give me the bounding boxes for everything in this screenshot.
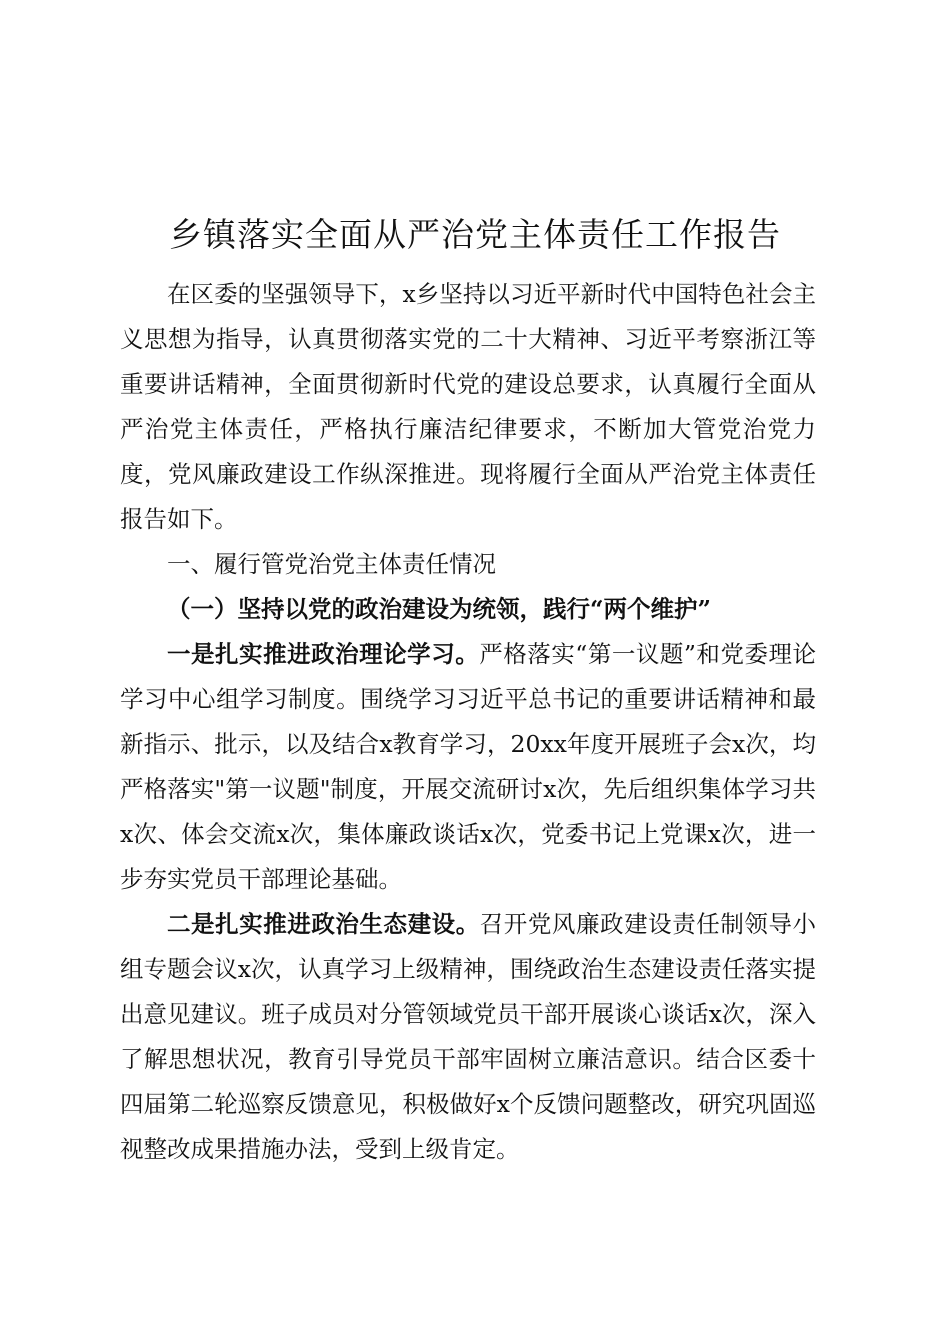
paragraph-body: 严格落实“第一议题”和党委理论学习中心组学习制度。围绕学习习近平总书记的重要讲话精神和最新指示、批示，以及结合x教育学习，20xx年度开展班子会x次，均严格落实"第一议题"制度，开展交流研讨x次，先后组织集体学习共x次、体会交流x次，集体廉政谈话x次，党委书记上党课x次，进一步夯实党员干部理论基础。 xyxy=(120,640,817,893)
document-title: 乡镇落实全面从严治党主体责任工作报告 xyxy=(169,215,781,254)
paragraph-lead: 二是扎实推进政治生态建设。 xyxy=(167,910,480,938)
paragraph-political-theory xyxy=(120,632,816,902)
section-heading: 一、履行管党治党主体责任情况 xyxy=(167,550,496,578)
paragraph-body: 召开党风廉政建设责任制领导小组专题会议x次，认真学习上级精神，围绕政治生态建设责任落实提出意见建议。班子成员对分管领域党员干部开展谈心谈话x次，深入了解思想状况，教育引导党员干部牢固树立廉洁意识。结合区委十四届第二轮巡察反馈意见，积极做好x个反馈问题整改，研究巩固巡视整改成果措施办法，受到上级肯定。 xyxy=(120,910,816,1163)
document-body xyxy=(120,272,816,1172)
intro-paragraph: 在区委的坚强领导下，x乡坚持以习近平新时代中国特色社会主义思想为指导，认真贯彻落实党的二十大精神、习近平考察浙江等重要讲话精神，全面贯彻新时代党的建设总要求，认真履行全面从严治党主体责任，严格执行廉洁纪律要求，不断加大管党治党力度，党风廉政建设工作纵深推进。现将履行全面从严治党主体责任报告如下。 xyxy=(120,280,816,533)
paragraph-political-ecology xyxy=(120,902,816,1172)
subsection-heading: （一）坚持以党的政治建设为统领，践行“两个维护” xyxy=(167,595,712,623)
paragraph-lead: 一是扎实推进政治理论学习。 xyxy=(167,640,480,668)
